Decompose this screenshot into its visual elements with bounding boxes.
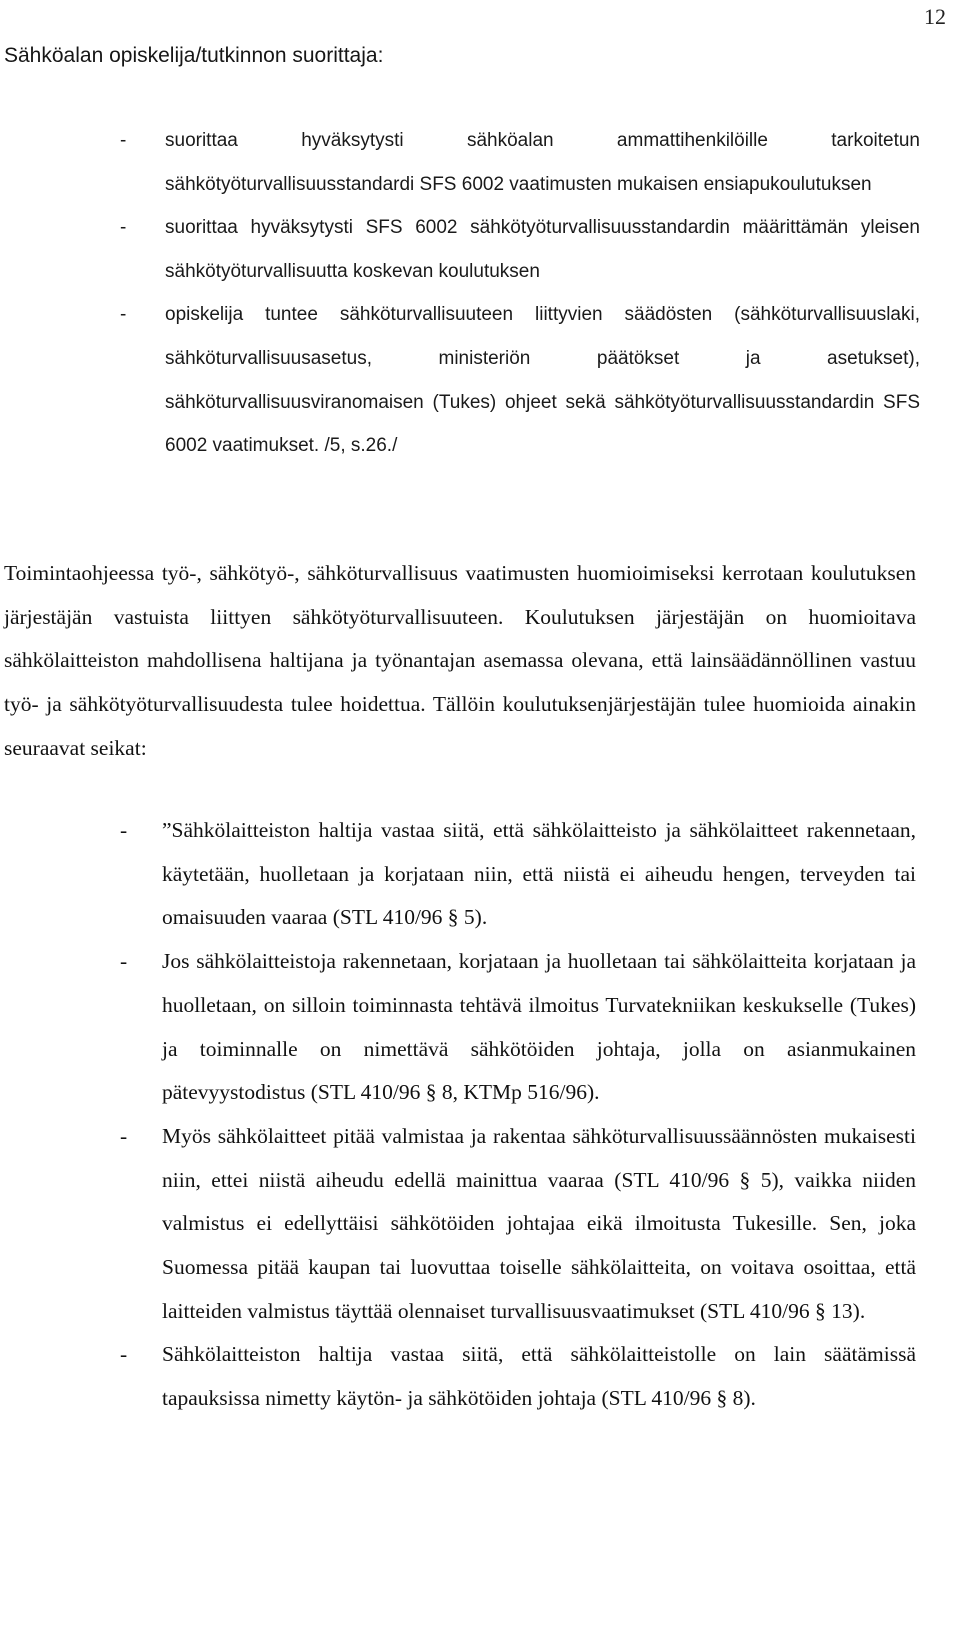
list-item-text: Jos sähkölaitteistoja rakennetaan, korjataan ja huolletaan tai sähkölaitteita korjataan ja huolletaan, on silloin toiminnasta tehtävä ilmoitus Turvatekniikan keskukselle (Tukes) ja toiminnalle on nimettävä sähkötöiden johtaja, jolla on asianmukainen pätevyystodistus (STL 410/96 § 8, KTMp 516/96).	[162, 949, 916, 1105]
list-item	[120, 1115, 916, 1334]
list-item-text: Sähkölaitteiston haltija vastaa siitä, että sähkölaitteistolle on lain säätämissä tapauksissa nimetty käytön- ja sähkötöiden johtaja (STL 410/96 § 8).	[162, 1342, 916, 1411]
list-item	[120, 809, 916, 940]
list-item-text: Myös sähkölaitteet pitää valmistaa ja rakentaa sähköturvallisuussäännösten mukaisesti niin, ettei niistä aiheudu edellä mainittua vaaraa (STL 410/96 § 5), vaikka niiden valmistus ei edellyttäisi sähkötöiden johtajaa eikä ilmoitusta Tukesille. Sen, joka Suomessa pitää kaupan tai luovuttaa toiselle sähkölaitteita, on voitava osoittaa, että laitteiden valmistus täyttää olennaiset turvallisuusvaatimukset (STL 410/96 § 13).	[162, 1123, 916, 1323]
list-item-text: ”Sähkölaitteiston haltija vastaa siitä, että sähkölaitteisto ja sähkölaitteet rakennetaan, käytetään, huolletaan ja korjataan niin, että niistä ei aiheudu hengen, terveyden tai omaisuuden vaaraa (STL 410/96 § 5).	[162, 818, 916, 930]
list-dash: -	[120, 217, 127, 239]
page-number: 12	[924, 4, 946, 29]
list-item	[120, 940, 916, 1115]
list-dash: -	[120, 949, 128, 974]
list-item	[120, 293, 920, 467]
organizer-obligations-list	[120, 809, 916, 1421]
body-paragraph: Toimintaohjeessa työ-, sähkötyö-, sähköturvallisuus vaatimusten huomioimiseksi kerrotaan koulutuksen järjestäjän vastuista liittyen sähkötyöturvallisuuteen. Koulutuksen järjestäjän on huomioitava sähkölaitteiston mahdollisena haltijana ja työnantajan asemassa olevana, että lainsäädännöllinen vastuu työ- ja sähkötyöturvallisuudesta tulee hoidettua. Tällöin koulutuksenjärjestäjän tulee huomioida ainakin seuraavat seikat:	[4, 561, 916, 760]
list-dash: -	[120, 818, 128, 842]
list-dash: -	[120, 130, 127, 151]
list-item	[120, 206, 920, 293]
list-item	[120, 119, 920, 206]
list-item-text: suorittaa hyväksytysti sähköalan ammattihenkilöille tarkoitetun sähkötyöturvallisuusstandardi SFS 6002 vaatimusten mukaisen ensiapukoulutuksen	[165, 130, 920, 195]
list-dash: -	[120, 304, 127, 326]
list-item	[120, 1333, 916, 1420]
section-lead: Sähköalan opiskelija/tutkinnon suorittaja:	[4, 44, 384, 67]
list-dash: -	[120, 1342, 128, 1367]
list-dash: -	[120, 1123, 128, 1148]
list-item-text: opiskelija tuntee sähköturvallisuuteen liittyvien säädösten (sähköturvallisuuslaki, sähköturvallisuusasetus, ministeriön päätökset ja asetukset), sähköturvallisuusviranomaisen (Tukes) ohjeet sekä sähkötyöturvallisuusstandardin SFS 6002 vaatimukset. /5, s.26./	[165, 304, 920, 457]
list-item-text: suorittaa hyväksytysti SFS 6002 sähkötyöturvallisuusstandardin määrittämän yleisen sähkötyöturvallisuutta koskevan koulutuksen	[165, 217, 920, 282]
student-requirements-list	[120, 119, 920, 468]
